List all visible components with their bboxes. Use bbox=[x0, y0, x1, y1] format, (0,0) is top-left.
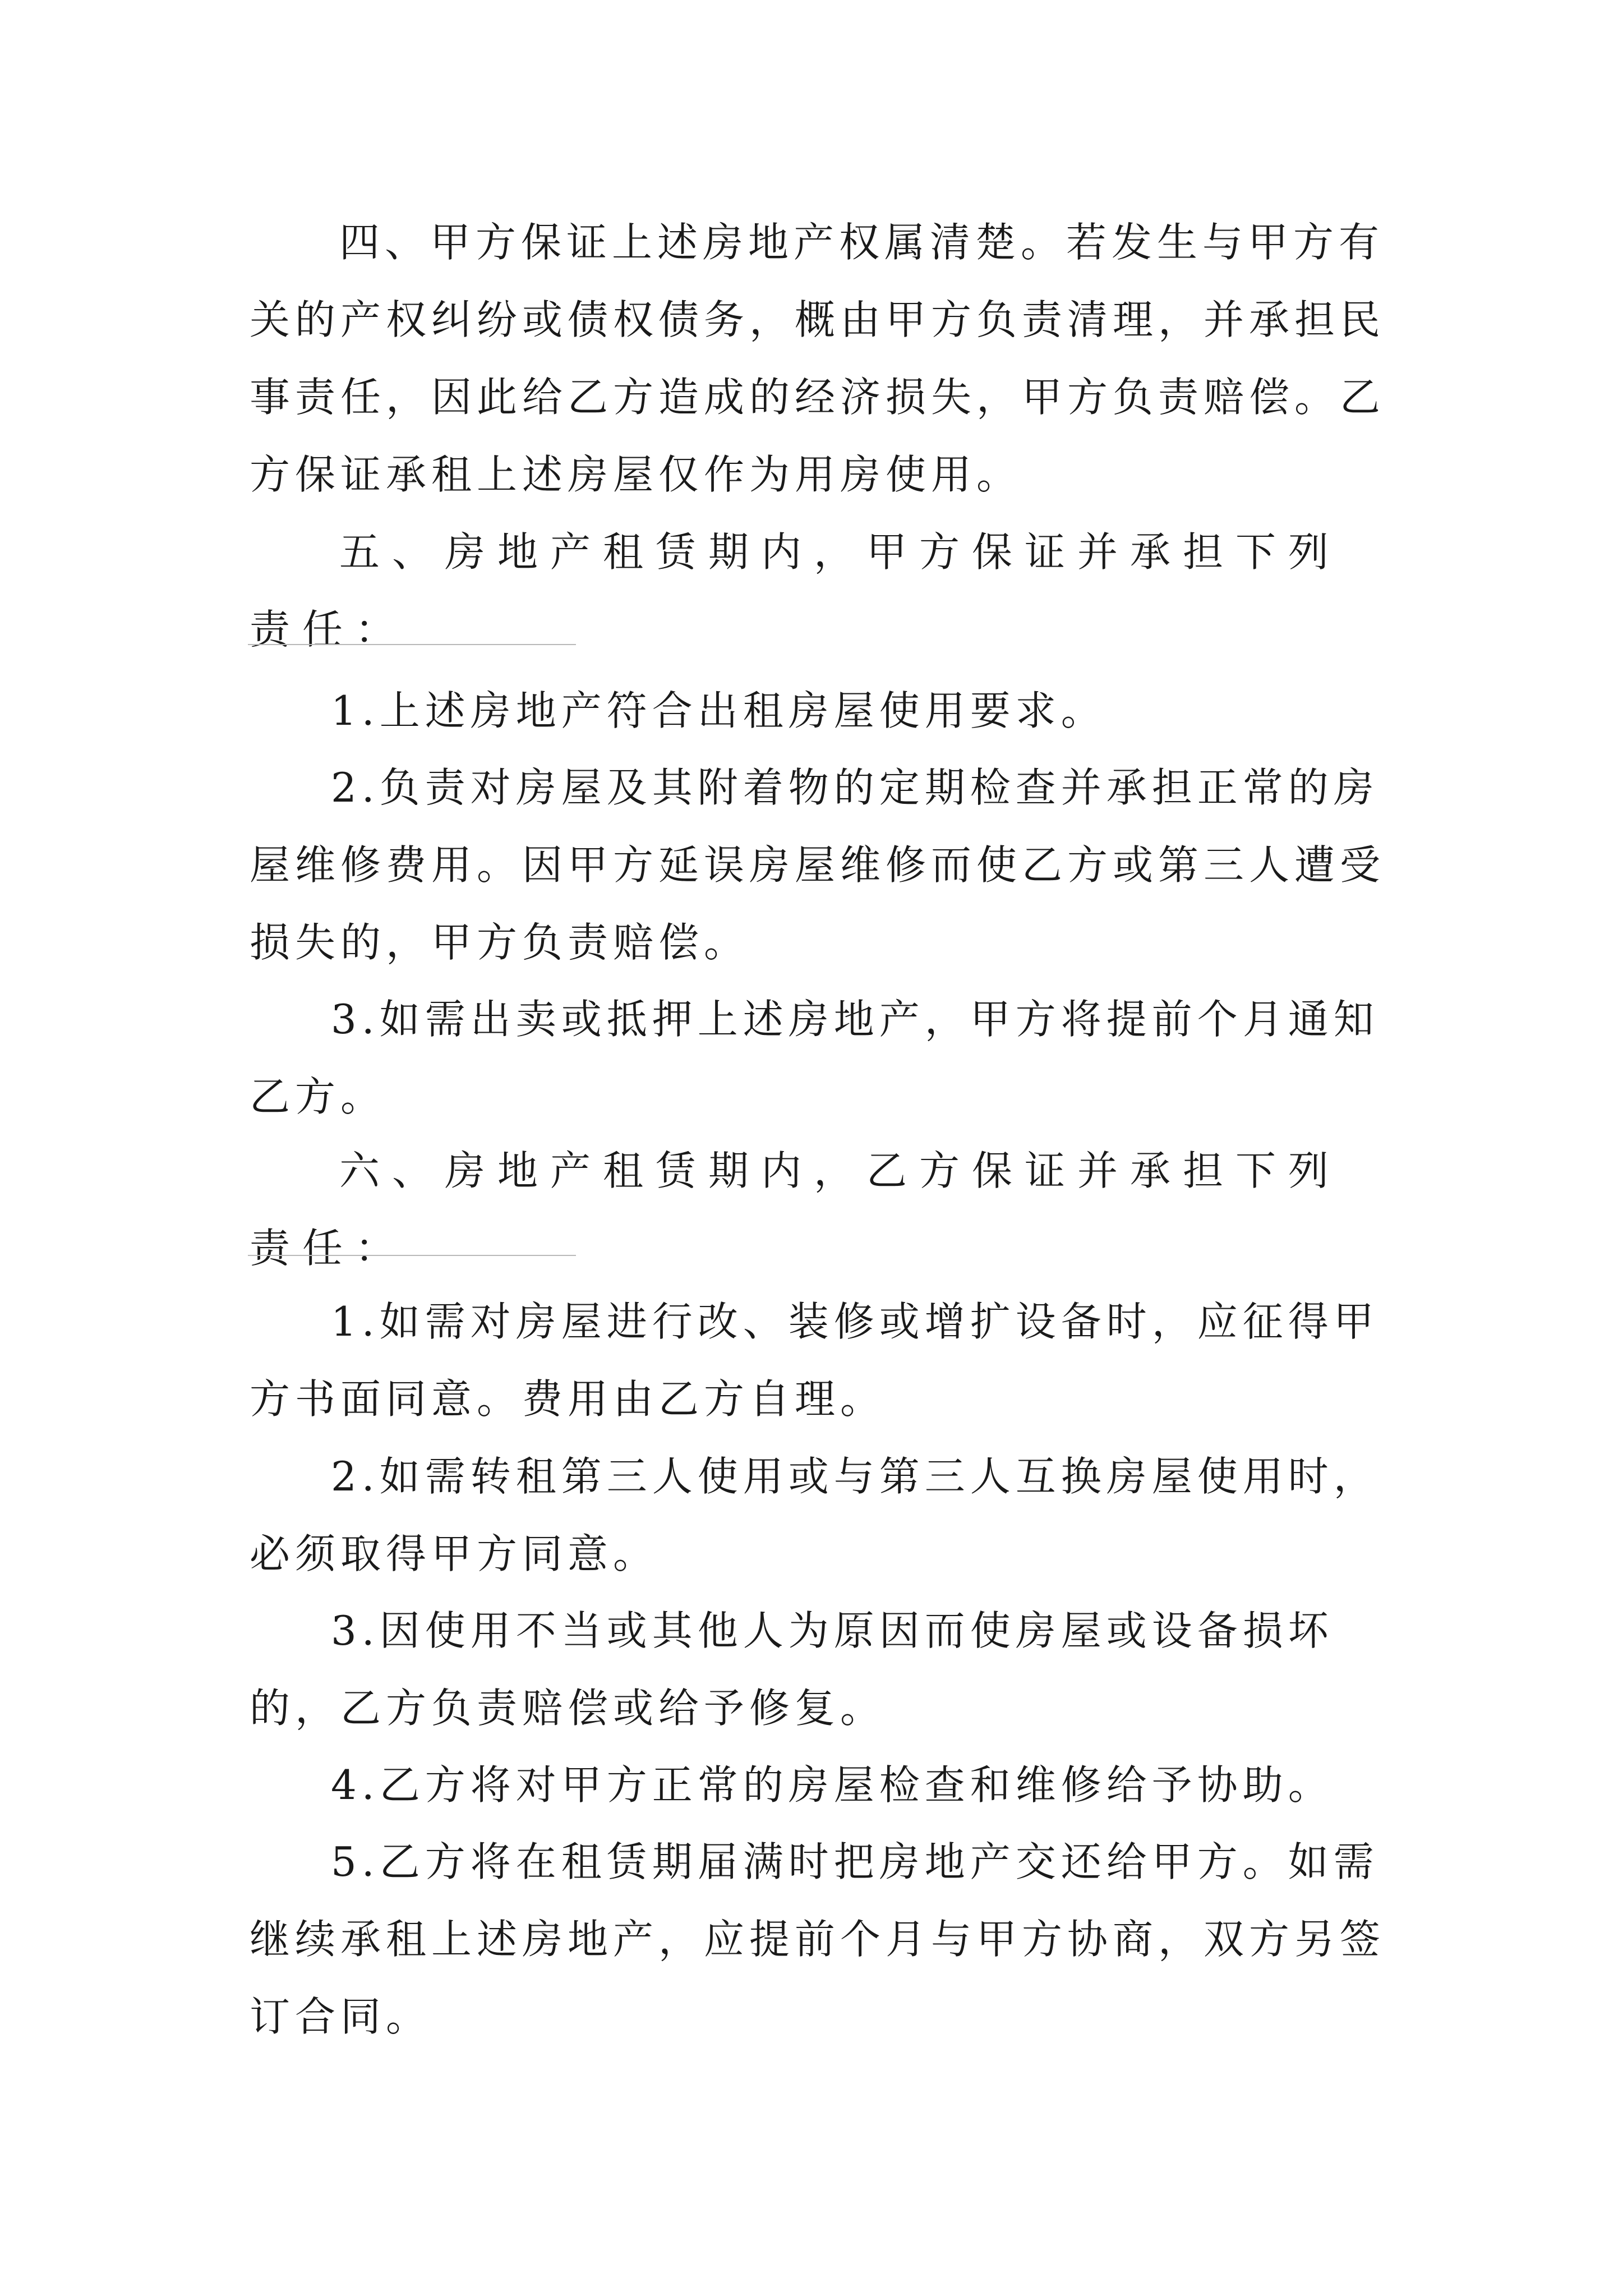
clause-6-item-5: 5.乙方将在租赁期届满时把房地产交还给甲方。如需继续承租上述房地产，应提前个月与甲方协商，双方另签订合同。 bbox=[250, 1838, 1386, 2040]
separator-line bbox=[248, 644, 576, 645]
clause-6-item-3: 3.因使用不当或其他人为原因而使房屋或设备损坏的，乙方负责赔偿或给予修复。 bbox=[250, 1607, 1334, 1732]
clause-5-item-2: 2.负责对房屋及其附着物的定期检查并承担正常的房屋维修费用。因甲方延误房屋维修而使乙方或第三人遭受损失的，甲方负责赔偿。 bbox=[250, 764, 1386, 966]
clause-6-item-1: 1.如需对房屋进行改、装修或增扩设备时，应征得甲方书面同意。费用由乙方自理。 bbox=[250, 1298, 1379, 1423]
clause-6-item-4: 4.乙方将对甲方正常的房屋检查和维修给予协助。 bbox=[331, 1761, 1334, 1809]
clause-5-item-1: 1.上述房地产符合出租房屋使用要求。 bbox=[331, 687, 1106, 734]
clause-5-heading: 五、房地产租赁期内，甲方保证并承担下列责任： bbox=[250, 528, 1341, 653]
clause-4-paragraph: 四、甲方保证上述房地产权属清楚。若发生与甲方有关的产权纠纷或债权债务，概由甲方负责清理，并承担民事责任，因此给乙方造成的经济损失，甲方负责赔偿。乙方保证承租上述房屋仅作为用房使用。 bbox=[250, 219, 1386, 498]
separator-line bbox=[248, 1255, 576, 1256]
clause-6-heading: 六、房地产租赁期内，乙方保证并承担下列责任： bbox=[250, 1147, 1341, 1272]
clause-5-item-3: 3.如需出卖或抵押上述房地产，甲方将提前个月通知乙方。 bbox=[250, 996, 1379, 1120]
clause-6-item-2: 2.如需转租第三人使用或与第三人互换房屋使用时，必须取得甲方同意。 bbox=[250, 1453, 1379, 1577]
